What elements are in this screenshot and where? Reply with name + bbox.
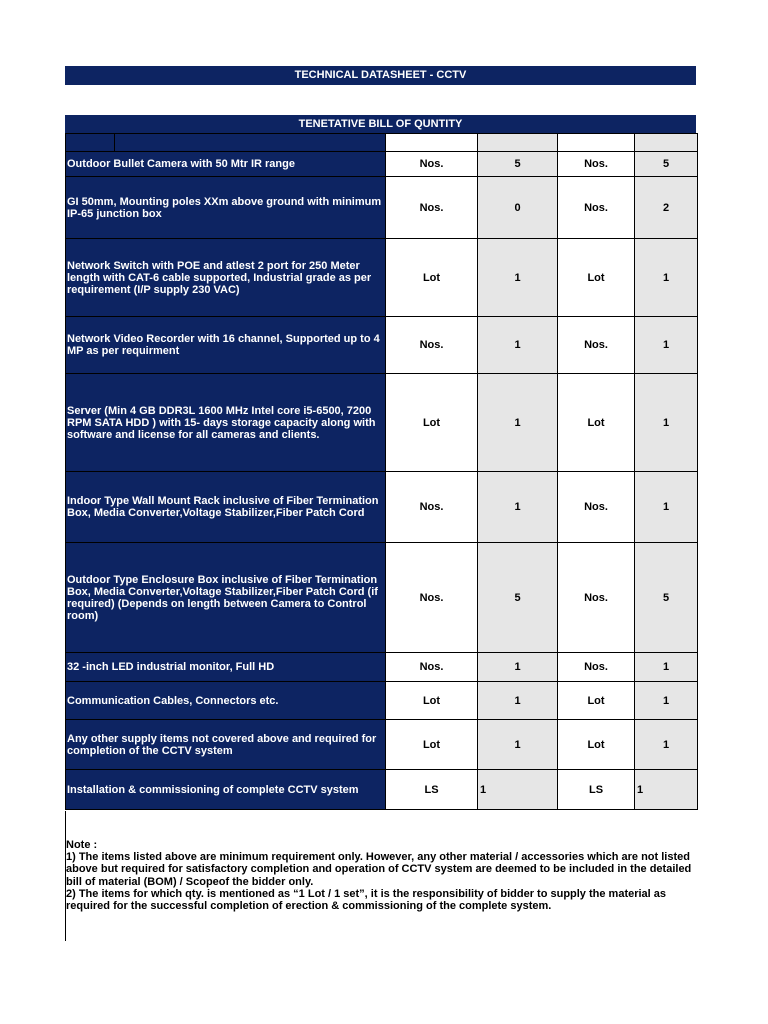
item-qty-1: 1 [478, 239, 558, 317]
boq-title: TENETATIVE BILL OF QUNTITY [65, 115, 696, 133]
item-qty-2: 1 [635, 720, 698, 770]
item-qty-1: 1 [478, 682, 558, 720]
item-description: Communication Cables, Connectors etc. [66, 682, 386, 720]
item-unit-1: LS [386, 770, 478, 810]
table-row [66, 177, 698, 239]
item-unit-1: Lot [386, 720, 478, 770]
item-qty-2: 1 [635, 374, 698, 472]
item-qty-1: 5 [478, 543, 558, 653]
item-qty-2: 1 [635, 239, 698, 317]
item-qty-1: 1 [478, 317, 558, 374]
header-cell-unit2 [558, 134, 635, 152]
item-unit-2: Lot [558, 239, 635, 317]
item-qty-1: 1 [478, 374, 558, 472]
item-qty-2: 5 [635, 543, 698, 653]
item-unit-1: Nos. [386, 653, 478, 682]
item-qty-2: 1 [635, 653, 698, 682]
item-unit-2: Lot [558, 374, 635, 472]
table-row [66, 770, 698, 810]
table-row [66, 152, 698, 177]
item-unit-1: Lot [386, 374, 478, 472]
item-unit-2: Nos. [558, 653, 635, 682]
table-row [66, 653, 698, 682]
item-description: Indoor Type Wall Mount Rack inclusive of Fiber Termination Box, Media Converter,Voltage Stabilizer,Fiber Patch Cord [66, 472, 386, 543]
item-qty-1: 1 [478, 770, 558, 810]
table-row [66, 543, 698, 653]
table-row [66, 317, 698, 374]
item-unit-1: Nos. [386, 317, 478, 374]
table-row [66, 374, 698, 472]
item-qty-1: 1 [478, 472, 558, 543]
header-cell-qty1 [478, 134, 558, 152]
item-unit-2: Lot [558, 720, 635, 770]
note-point-2: 2) The items for which qty. is mentioned as “1 Lot / 1 set”, it is the responsibility of bidder to supply the material as required for the successful completion of erection & commissioning of the complete system. [66, 887, 667, 913]
note-point-1: 1) The items listed above are minimum requirement only. However, any other material / accessories which are not listed above but required for satisfactory completion and operation of CCTV system are deemed to be included in the detailed bill of material (BOM) / Scopeof the bidder only. [66, 851, 692, 888]
boq-table [65, 133, 698, 810]
item-description: Outdoor Type Enclosure Box inclusive of Fiber Termination Box, Media Converter,Voltage Stabilizer,Fiber Patch Cord (if required) (Depends on length between Camera to Control room) [66, 543, 386, 653]
item-unit-2: Nos. [558, 472, 635, 543]
item-description: Network Video Recorder with 16 channel, Supported up to 4 MP as per requirment [66, 317, 386, 374]
item-description: Any other supply items not covered above and required for completion of the CCTV system [66, 720, 386, 770]
item-unit-1: Nos. [386, 152, 478, 177]
item-unit-2: LS [558, 770, 635, 810]
item-unit-2: Nos. [558, 152, 635, 177]
item-description: Outdoor Bullet Camera with 50 Mtr IR range [66, 152, 386, 177]
item-qty-2: 5 [635, 152, 698, 177]
note-heading: Note : [66, 839, 98, 851]
table-row [66, 239, 698, 317]
item-unit-2: Nos. [558, 317, 635, 374]
table-row [66, 682, 698, 720]
item-qty-2: 1 [635, 770, 698, 810]
item-description: Server (Min 4 GB DDR3L 1600 MHz Intel core i5-6500, 7200 RPM SATA HDD ) with 15- days storage capacity along with software and license for all cameras and clients. [66, 374, 386, 472]
item-unit-1: Nos. [386, 177, 478, 239]
item-description: GI 50mm, Mounting poles XXm above ground with minimum IP-65 junction box [66, 177, 386, 239]
item-qty-2: 1 [635, 472, 698, 543]
item-unit-2: Nos. [558, 543, 635, 653]
item-qty-2: 1 [635, 682, 698, 720]
item-qty-1: 1 [478, 653, 558, 682]
item-unit-1: Nos. [386, 472, 478, 543]
item-unit-2: Nos. [558, 177, 635, 239]
datasheet-title: TECHNICAL DATASHEET - CCTV [65, 66, 696, 85]
item-description: Network Switch with POE and atlest 2 port for 250 Meter length with CAT-6 cable supported, Industrial grade as per requirement (I/P supply 230 VAC) [66, 239, 386, 317]
note-block [66, 839, 706, 912]
table-row [66, 472, 698, 543]
item-description: 32 -inch LED industrial monitor, Full HD [66, 653, 386, 682]
item-qty-2: 2 [635, 177, 698, 239]
header-cell-unit1 [386, 134, 478, 152]
header-cell-qty2 [635, 134, 698, 152]
item-unit-1: Lot [386, 239, 478, 317]
item-unit-2: Lot [558, 682, 635, 720]
item-qty-2: 1 [635, 317, 698, 374]
item-description: Installation & commissioning of complete CCTV system [66, 770, 386, 810]
item-unit-1: Nos. [386, 543, 478, 653]
item-qty-1: 5 [478, 152, 558, 177]
item-qty-1: 1 [478, 720, 558, 770]
header-cell-description [66, 134, 386, 152]
item-unit-1: Lot [386, 682, 478, 720]
boq-header-row [66, 134, 698, 152]
item-qty-1: 0 [478, 177, 558, 239]
table-row [66, 720, 698, 770]
